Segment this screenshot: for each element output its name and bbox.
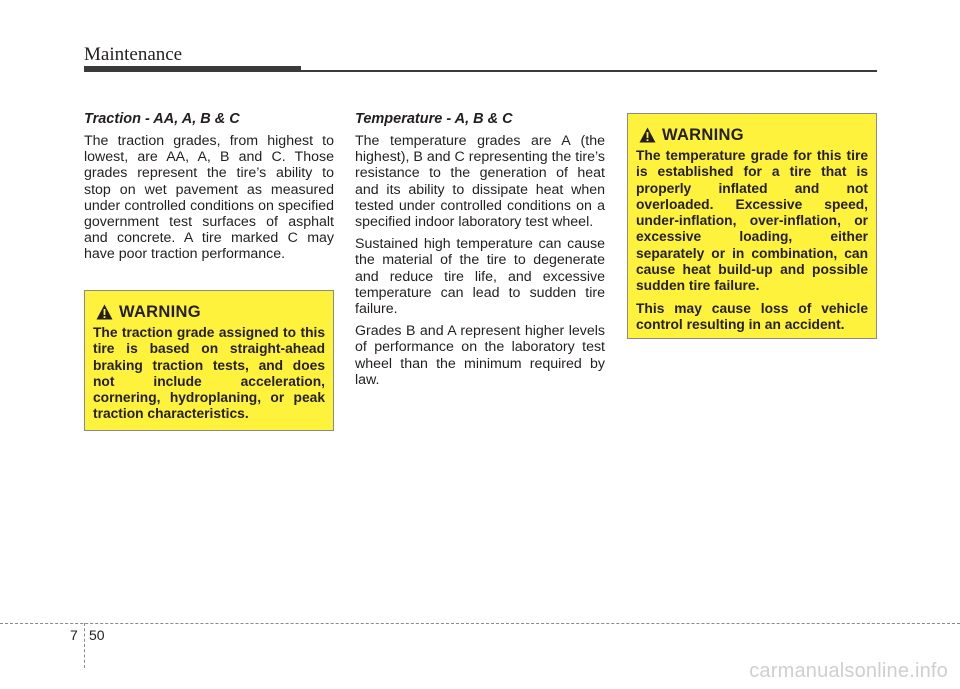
warning-text: This may cause loss of vehicle control resulting in an accident. bbox=[636, 300, 868, 332]
warning-triangle-icon bbox=[96, 304, 113, 320]
temperature-column bbox=[355, 110, 605, 394]
page-chapter-number: 7 bbox=[70, 627, 78, 643]
header-rule-thin bbox=[301, 70, 877, 72]
header-rule-thick bbox=[84, 66, 301, 72]
header-title: Maintenance bbox=[84, 44, 183, 65]
warning-box-temperature bbox=[627, 113, 877, 339]
warning-title-row bbox=[636, 124, 868, 146]
traction-paragraph: The traction grades, from highest to lowest, are AA, A, B and C. Those grades represent the tire’s ability to stop on wet pavement as measured under controlled conditions on specified government test surfaces of asphalt and concrete. A tire marked C may have poor traction performance. bbox=[84, 133, 334, 263]
warning-title-row bbox=[93, 301, 325, 323]
temperature-paragraph: The temperature grades are A (the highest), B and C representing the tire’s resistance to the generation of heat and its ability to dissipate heat when tested under controlled conditions on a specified indoor laboratory test wheel. bbox=[355, 133, 605, 231]
watermark: carmanualsonline.info bbox=[749, 660, 948, 682]
traction-column bbox=[84, 110, 334, 269]
warning-title: WARNING bbox=[119, 302, 201, 321]
warning-triangle-icon bbox=[639, 127, 656, 143]
page-number: 50 bbox=[89, 627, 105, 643]
warning-text: The temperature grade for this tire is established for a tire that is properly inflated and not overloaded. Excessive speed, under-inflation, over-inflation, or excessive loading, either separately or in combination, can cause heat build-up and possible sudden tire failure. bbox=[636, 148, 868, 294]
footer-dashed-divider bbox=[84, 623, 85, 668]
warning-text: The traction grade assigned to this tire is based on straight-ahead braking traction tests, and does not include acceleration, cornering, hydroplaning, or peak traction characteristics. bbox=[93, 325, 325, 422]
temperature-paragraph: Grades B and A represent higher levels of performance on the laboratory test wheel than the minimum required by law. bbox=[355, 323, 605, 388]
temperature-paragraph: Sustained high temperature can cause the material of the tire to degenerate and reduce tire life, and excessive temperature can lead to sudden tire failure. bbox=[355, 236, 605, 318]
traction-heading: Traction - AA, A, B & C bbox=[84, 111, 240, 127]
footer-dashed-rule bbox=[0, 623, 960, 624]
warning-title: WARNING bbox=[662, 125, 744, 144]
warning-box-traction bbox=[84, 290, 334, 431]
temperature-heading: Temperature - A, B & C bbox=[355, 111, 513, 127]
